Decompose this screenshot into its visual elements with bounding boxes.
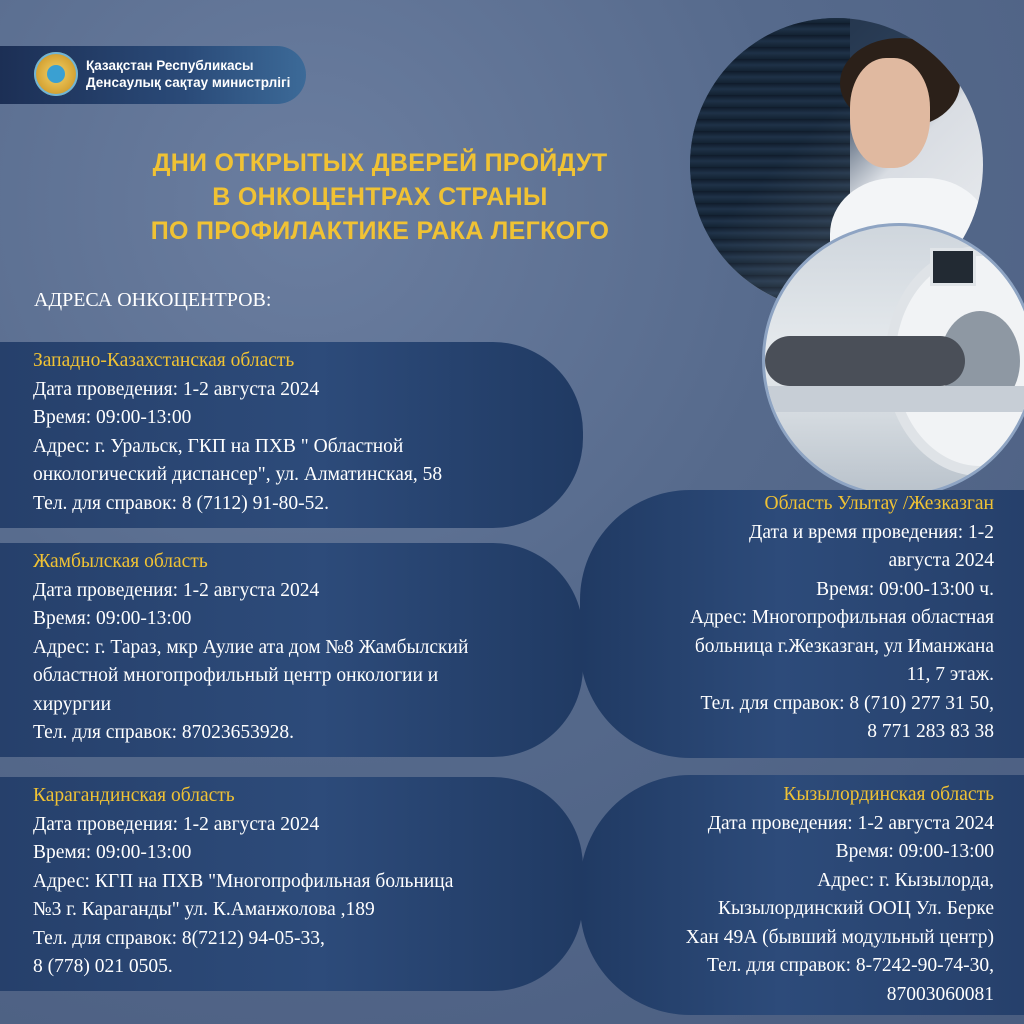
card-line: Дата проведения: 1-2 августа 2024 [707,812,994,834]
card-line: Адрес: г. Тараз, мкр Аулие ата дом №8 Жамбылский [33,636,469,658]
card-line: Время: 09:00-13:00 [835,841,994,862]
card-line: областной многопрофильный центр онкологии и [33,665,439,686]
card-line: больница г.Жезказган, ул Иманжана [694,635,994,657]
card-kyzylorda [580,775,1024,1015]
mri-screen [930,248,976,286]
card-line: Время: 09:00-13:00 [33,608,192,629]
card-line: Адрес: Многопрофильная областная [689,607,994,628]
mri-bed [765,386,1024,412]
title-line-1: ДНИ ОТКРЫТЫХ ДВЕРЕЙ ПРОЙДУТ [152,149,608,177]
card-line: Адрес: г. Кызылорда, [817,869,994,891]
card-karaganda [0,777,583,991]
card-line: Хан 49А (бывший модульный центр) [685,926,994,948]
card-line: Время: 09:00-13:00 ч. [816,578,994,600]
patient [765,336,965,386]
title-line-3: ПО ПРОФИЛАКТИКЕ РАКА ЛЕГКОГО [150,217,610,245]
page-title [80,146,680,248]
region-name: Область Улытау /Жезказган [764,493,994,514]
region-name: Жамбылская область [33,551,208,572]
card-line: августа 2024 [888,550,994,571]
card-line: Тел. для справок: 8(7212) 94-05-33, [33,927,325,949]
region-name: Западно-Казахстанская область [33,350,295,371]
region-name: Карагандинская область [33,785,235,806]
card-line: №3 г. Караганды" ул. К.Аманжолова ,189 [33,899,375,920]
mri-scanner-photo [762,223,1024,497]
card-line: Адрес: г. Уральск, ГКП на ПХВ " Областной [33,435,404,457]
card-line: 11, 7 этаж. [906,664,994,685]
card-line: Время: 09:00-13:00 [33,842,192,863]
card-line: хирургии [33,693,112,715]
ministry-header [0,46,306,104]
ministry-name-line1: Қазақстан Республикасы [86,58,254,73]
card-line: 87003060081 [886,983,994,1005]
ministry-name-line2: Денсаулық сақтау министрлігі [86,75,291,90]
card-ulytau-zhezkazgan [580,490,1024,758]
card-line: Дата проведения: 1-2 августа 2024 [33,378,320,400]
card-line: Тел. для справок: 8 (710) 277 31 50, [700,692,994,714]
card-west-kazakhstan [0,342,583,528]
title-line-2: В ОНКОЦЕНТРАХ СТРАНЫ [212,183,548,211]
card-line: Тел. для справок: 87023653928. [33,722,295,743]
card-line: Дата проведения: 1-2 августа 2024 [33,579,320,601]
card-line: Дата проведения: 1-2 августа 2024 [33,813,320,835]
card-line: Дата и время проведения: 1-2 [749,521,994,543]
card-line: онкологический диспансер", ул. Алматинская, 58 [33,464,443,485]
kazakhstan-emblem-icon [34,52,78,96]
card-line: 8 771 283 83 38 [867,721,994,742]
card-line: 8 (778) 021 0505. [33,956,173,977]
doctor-face [850,58,930,168]
addresses-heading: АДРЕСА ОНКОЦЕНТРОВ: [34,289,272,311]
card-line: Время: 09:00-13:00 [33,407,192,428]
region-name: Кызылординская область [783,784,994,805]
card-line: Тел. для справок: 8-7242-90-74-30, [707,955,994,976]
card-line: Адрес: КГП на ПХВ "Многопрофильная больница [33,870,454,892]
card-line: Кызылординский ООЦ Ул. Берке [717,898,994,919]
card-zhambyl [0,543,583,757]
card-line: Тел. для справок: 8 (7112) 91-80-52. [33,492,330,514]
